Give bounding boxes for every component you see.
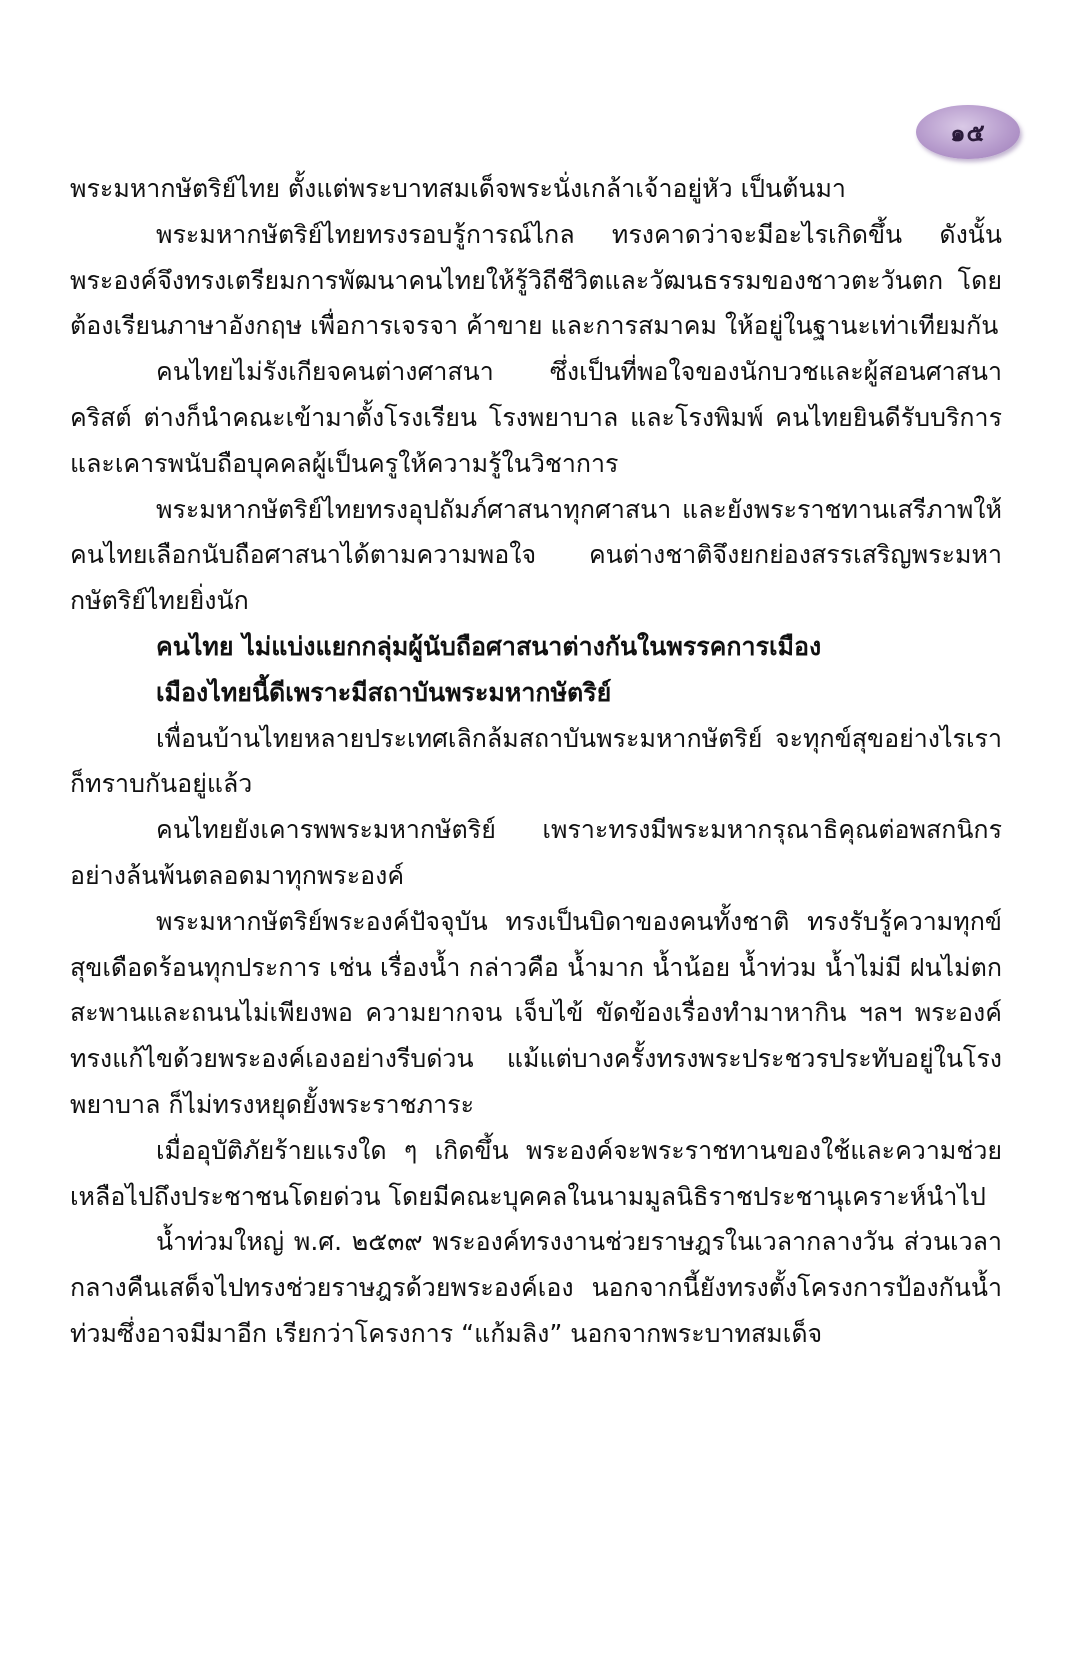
paragraph: พระมหากษัตริย์พระองค์ปัจจุบัน ทรงเป็นบิดาของคนทั้งชาติ ทรงรับรู้ความทุกข์สุขเดือดร้อนทุกประการ เช่น เรื่องน้ำ กล่าวคือ น้ำมาก น้ำน้อย น้ำท่วม น้ำไม่มี ฝนไม่ตก สะพานและถนนไม่เพียงพอ ความยากจน เจ็บไข้ ขัดข้องเรื่องทำมาหากิน ฯลฯ พระองค์ทรงแก้ไขด้วยพระองค์เองอย่างรีบด่วน แม้แต่บางครั้งทรงพระประชวรประทับอยู่ในโรงพยาบาล ก็ไม่ทรงหยุดยั้งพระราชภาระ (70, 906, 1002, 1119)
paragraph: พระมหากษัตริย์ไทยทรงรอบรู้การณ์ไกล ทรงคาดว่าจะมีอะไรเกิดขึ้น ดังนั้น พระองค์จึงทรงเตรียมการพัฒนาคนไทยให้รู้วิถีชีวิตและวัฒนธรรมของชาวตะวันตก โดยต้องเรียนภาษาอังกฤษ เพื่อการเจรจา ค้าขาย และการสมาคม ให้อยู่ในฐานะเท่าเทียมกัน (70, 219, 1002, 341)
body-text (70, 166, 1002, 1357)
paragraph-bold: เมืองไทยนี้ดีเพราะมีสถาบันพระมหากษัตริย์ (156, 677, 612, 707)
paragraph: เมื่ออุบัติภัยร้ายแรงใด ๆ เกิดขึ้น พระองค์จะพระราชทานของใช้และความช่วยเหลือไปถึงประชาชนโดยด่วน โดยมีคณะบุคคลในนามมูลนิธิราชประชานุเคราะห์นำไป (70, 1135, 1002, 1211)
paragraph-bold: คนไทย ไม่แบ่งแยกกลุ่มผู้นับถือศาสนาต่างกันในพรรคการเมือง (156, 631, 822, 661)
paragraph: คนไทยไม่รังเกียจคนต่างศาสนา ซึ่งเป็นที่พอใจของนักบวชและผู้สอนศาสนาคริสต์ ต่างก็นำคณะเข้ามาตั้งโรงเรียน โรงพยาบาล และโรงพิมพ์ คนไทยยินดีรับบริการ และเคารพนับถือบุคคลผู้เป็นครูให้ความรู้ในวิชาการ (70, 357, 1002, 478)
paragraph: พระมหากษัตริย์ไทย ตั้งแต่พระบาทสมเด็จพระนั่งเกล้าเจ้าอยู่หัว เป็นต้นมา (70, 174, 846, 203)
paragraph: เพื่อนบ้านไทยหลายประเทศเลิกล้มสถาบันพระมหากษัตริย์ จะทุกข์สุขอย่างไรเราก็ทราบกันอยู่แล้ว (70, 723, 1002, 799)
paragraph: น้ำท่วมใหญ่ พ.ศ. ๒๕๓๙ พระองค์ทรงงานช่วยราษฎรในเวลากลางวัน ส่วนเวลากลางคืนเสด็จไปทรงช่วยราษฎรด้วยพระองค์เอง นอกจากนี้ยังทรงตั้งโครงการป้องกันน้ำท่วมซึ่งอาจมีมาอีก เรียกว่าโครงการ “แก้มลิง” นอกจากพระบาทสมเด็จ (70, 1227, 1002, 1348)
page-number-badge (916, 105, 1020, 159)
page-number: ๑๕ (950, 117, 986, 147)
paragraph: พระมหากษัตริย์ไทยทรงอุปถัมภ์ศาสนาทุกศาสนา และยังพระราชทานเสรีภาพให้คนไทยเลือกนับถือศาสนาได้ตามความพอใจ คนต่างชาติจึงยกย่องสรรเสริญพระมหากษัตริย์ไทยยิ่งนัก (70, 494, 1002, 616)
paragraph: คนไทยยังเคารพพระมหากษัตริย์ เพราะทรงมีพระมหากรุณาธิคุณต่อพสกนิกรอย่างล้นพ้นตลอดมาทุกพระองค์ (70, 815, 1002, 890)
